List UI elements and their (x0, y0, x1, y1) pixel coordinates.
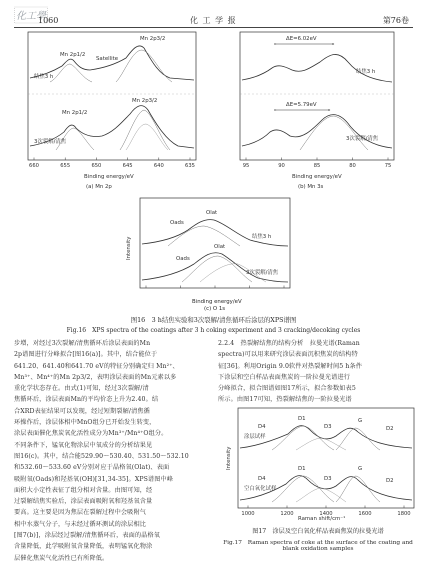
body-line: 所示。由图17可知，热裂解结焦的一阶拉曼光谱 (218, 396, 352, 404)
body-line: 2p谱图进行分峰拟合[图16(a)]。其中，结合能位于 (14, 351, 158, 359)
panel-c-peak-1: Oads (170, 220, 184, 226)
fig17-tick-label: 1000 (241, 511, 255, 517)
fig16-caption-cn: 图16 3 h结焦实验和3次裂解/清焦循环后涂层的XPS谱图 (130, 316, 297, 324)
body-line: 含量降低，此学吸附氧含量降低，表明锰氧化物涂 (14, 543, 153, 551)
panel-c-top-sample: 结焦3 h (252, 234, 272, 240)
volume-label: 第76卷 (382, 16, 409, 25)
body-line: 涂层表面催化焦炭氧化活性成分为Mn³⁺/Mn⁴⁺O组分。 (14, 430, 168, 438)
fig17-top-sample: 涂层试样 (244, 434, 266, 440)
body-line: 图16(c)。其中，结合能529.90～530.40、531.50～532.10 (14, 452, 189, 460)
fig17-tick-label: 1600 (358, 511, 372, 517)
figure16 (0, 28, 427, 290)
mn3s-bottom-fit (300, 116, 368, 150)
body-line: 不同条件下，锰氧化物涂层中氧成分的分析结果见 (14, 441, 153, 449)
fig17-caption-cn: 图17 涂层及空白氧化样品表面焦炭的拉曼光谱 (252, 528, 384, 535)
panel-a-label: (a) Mn 2p (86, 184, 112, 190)
panel-c-peak-4: Olat (214, 244, 226, 250)
body-line: 下涂层和空白样品表面焦炭的一阶拉曼光谱进行 (218, 373, 351, 381)
panel-b-label: (b) Mn 3s (298, 184, 324, 190)
body-line: 641.20、641.40和641.70 eV的特征分别确定归 Mn²⁺、 (14, 362, 179, 370)
body-line: 步增，对经过3次裂解/清焦循环后涂层表面的Mn (14, 340, 151, 347)
panel-a-peak-2: Mn 2p3/2 (140, 36, 166, 42)
panel-c-xlabel: Binding energy/eV (192, 299, 242, 305)
panel-b-tick-label: 75 (384, 163, 392, 169)
panel-c-bottom-sample: 3次裂解/清焦 (246, 270, 279, 276)
mn2p-top-fit2 (116, 50, 172, 82)
panel-a-top-sample: 结焦3 h (34, 74, 54, 80)
panel-b-tick-label: 90 (278, 163, 285, 169)
fig17-tick-label: 1200 (280, 511, 294, 517)
fig17-bottom-d4: D4 (258, 476, 266, 482)
body-line: 和532.60～533.60 eV分别对应于晶格氧(Olat)、表面 (14, 464, 170, 472)
panel-a-peak-5: Mn 2p3/2 (132, 98, 158, 104)
fig17-ylabel: Intensity (226, 446, 232, 470)
fig17-frame (238, 408, 414, 508)
body-line: 过裂解结焦实验后，涂层表面吸附氧和羟基氧含量 (14, 498, 153, 506)
mn2p-top-spectrum (30, 46, 194, 80)
fig17-tick-label: 1400 (319, 511, 333, 517)
raman-top-fit-d3 (296, 438, 346, 450)
panel-a-peak-4: Mn 2p1/2 (62, 110, 88, 116)
fig16-caption-en: Fig.16 XPS spectra of the coatings after 3 h coking experiment and 3 cracking/decoking cycles (66, 327, 361, 334)
fig17-top-d3: D3 (324, 424, 332, 430)
panel-b-top-sample: 结焦3 h (356, 69, 376, 75)
fig17-bottom-d2: D2 (386, 478, 394, 484)
panel-a-tick-label: 635 (185, 163, 195, 169)
panel-a-peak-3: Satellite (96, 56, 119, 62)
body-line: spectra)可以用来研究涂层表面沉积焦炭的结构特 (218, 351, 358, 359)
body-line: 相中水蒸气分子，与未经过循环测试的涂层相比 (14, 520, 147, 528)
o1s-top-spectrum (142, 220, 288, 246)
figure17 (218, 406, 418, 522)
body-line: 面积大小定性表征了组分相对含量。由图可知，经 (14, 486, 153, 494)
fig17-tick-label: 1800 (397, 511, 411, 517)
panel-a-ticks (29, 158, 195, 170)
panel-c-peak-2: Olat (206, 210, 218, 216)
body-line: 2.2.4 热裂解结焦的结构分析 拉曼光谱(Raman (218, 340, 360, 347)
fig17-bottom-d3: D3 (324, 476, 332, 482)
o1s-bottom-fit (182, 256, 252, 282)
body-line: 要高。这主要是因为焦层在裂解过程中会吸附气 (14, 509, 147, 517)
panel-a-tick-label: 640 (153, 163, 164, 169)
fig17-caption-en-1: Fig.17 Raman spectra of coke at the surface of the coating and (223, 540, 413, 546)
body-left-column (14, 338, 210, 564)
o1s-bottom-spectrum (142, 253, 288, 282)
panel-b-tick-label: 80 (349, 163, 356, 169)
panel-a-tick-label: 645 (122, 163, 133, 169)
fig17-xlabel: Raman shift/cm⁻¹ (298, 516, 346, 522)
panel-c-ylabel: Intensity (126, 236, 132, 260)
fig17-bottom-sample: 空白氧化试样 (244, 486, 277, 492)
fig17-bottom-g: G (358, 466, 363, 472)
o1s-top-fit (168, 226, 240, 246)
body-line: Mn³⁺、Mn⁴⁺的Mn 2p3/2，表明涂层表面的Mn元素以多 (14, 373, 177, 381)
panel-a-tick-label: 655 (60, 163, 71, 169)
body-line: 环操作后，涂层体相中MnO组分已开始发生转变， (14, 419, 156, 427)
body-line: 层催化焦炭气化活性已有所降低。 (14, 554, 109, 562)
panel-a-tick-label: 660 (29, 163, 39, 169)
fig17-top-g: G (358, 418, 363, 424)
body-line: 重化学状态存在。由式(1)可知，经过3次裂解/清 (14, 385, 149, 393)
panel-b-tick-label: 95 (242, 163, 250, 169)
body-line: 吸附氧(Oads)和羟基氧(OH)[31,34-35]。XPS谱图中峰 (14, 475, 174, 483)
panel-c-peak-3: Oads (176, 256, 190, 262)
page-number: 1060 (38, 16, 59, 25)
fig17-caption-en-2: blank oxidation samples (282, 546, 354, 552)
body-line: [图7(b)]，涂层经过裂解/清焦循环后，表面的晶格氧 (14, 532, 161, 540)
panel-a-peak-1: Mn 2p1/2 (60, 52, 86, 58)
delta-bottom-label: ΔE=5.79eV (286, 102, 317, 108)
body-line: 征[36]。利用Origin 9.0软件对热裂解时间5 h条件 (218, 362, 363, 370)
mn2p-top-fit1 (50, 64, 92, 82)
panel-b-bottom-sample: 3次裂解/清焦 (346, 136, 379, 142)
body-right-column (218, 338, 414, 406)
panel-c-label: (c) O 1s (204, 306, 226, 312)
body-line: 合XRD表征结果可以发现，经过短期裂解/清焦循 (14, 407, 150, 415)
fig17-top-d1: D1 (298, 416, 306, 422)
body-line: 焦循环后，涂层表面Mn的平均价态上升为2.40。结 (14, 396, 159, 404)
panel-b-ticks (243, 158, 392, 170)
journal-title: 化 工 学 报 (190, 16, 237, 25)
fig17-top-d2: D2 (386, 426, 394, 432)
logo-text: 化工學 (16, 11, 46, 22)
delta-top-label: ΔE=6.02eV (286, 36, 317, 42)
panel-b-tick-label: 85 (313, 163, 321, 169)
fig17-top-d4: D4 (258, 424, 266, 430)
panel-a-tick-label: 650 (91, 163, 102, 169)
body-line: 分峰拟合，拟合图谱如图17所示，拟合参数如表5 (218, 385, 356, 393)
panel-a-xlabel: Binding energy/eV (84, 174, 134, 180)
mn3s-bottom-spectrum (242, 115, 392, 148)
panel-a-bottom-sample: 3次裂解/清焦 (34, 139, 67, 145)
panel-b-xlabel: Binding energy/eV (292, 174, 342, 180)
fig17-bottom-d1: D1 (298, 466, 306, 472)
